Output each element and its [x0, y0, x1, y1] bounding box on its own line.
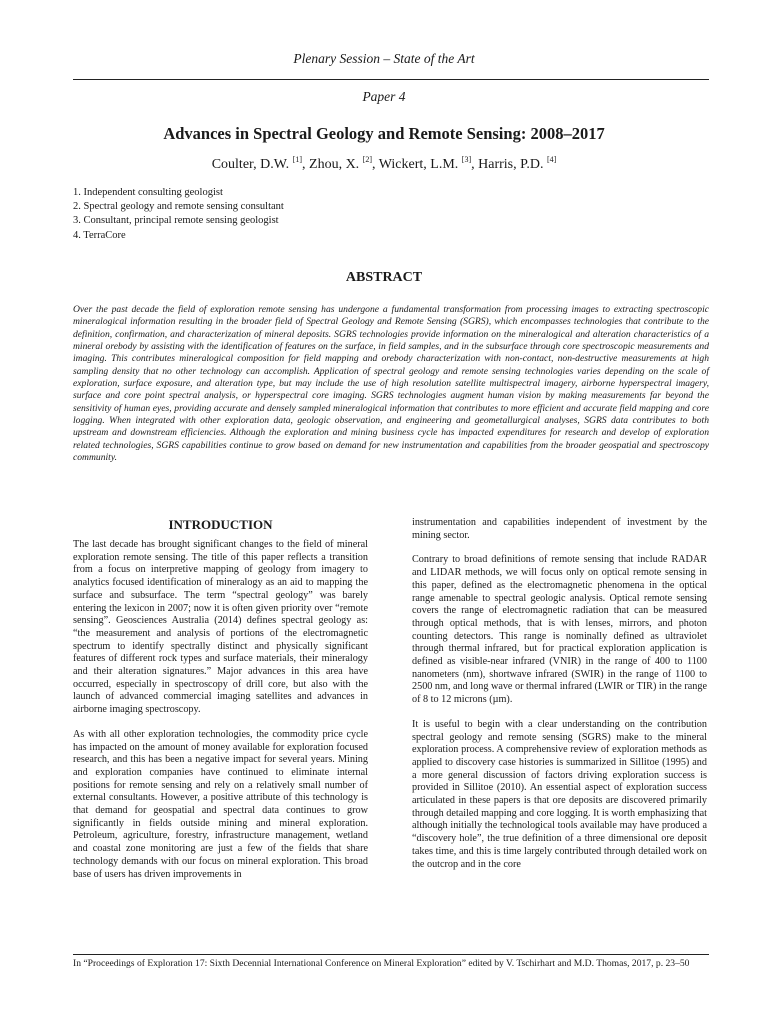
- paper-title: Advances in Spectral Geology and Remote Sensing: 2008–2017: [163, 124, 605, 143]
- author: [309, 157, 379, 172]
- author-affiliation-ref: [1]: [292, 155, 303, 164]
- affiliation-item: 2. Spectral geology and remote sensing consultant: [73, 201, 284, 213]
- body-paragraph: It is useful to begin with a clear understanding on the contribution spectral geology and remote sensing (SGRS) make to the mineral exploration process. A comprehensive review of exploration methods as applied to discovery case histories is summarized in Sillitoe (1995) and a more general discussion of factors driving exploration success is provided in Sillitoe (2010). An essential aspect of exploration success articulated in these papers is that ore deposits are discovered primarily through detailed mapping and core logging. It is worth emphasizing that although initially the technological tools available may have produced a “discovery hole”, the true definition of a three dimensional ore deposit takes time, and this is time largely contributed through detailed work on the outcrop and in the core: [412, 718, 707, 870]
- author-affiliation-ref: [2]: [362, 155, 373, 164]
- abstract-heading: ABSTRACT: [345, 270, 423, 285]
- body-paragraph: As with all other exploration technologies, the commodity price cycle has impacted on the amount of money available for exploration focused research, and this has been a negative impact for several years. Mining and exploration companies have continued to eliminate internal positions for remote sensing and rely on a relatively small number of external consultants. However, a positive attribute of this technology is that demand for geospatial and spectral data continues to grow significantly in fields outside mining and mineral exploration. Petroleum, agriculture, forestry, infrastructure management, wetland and coastal zone monitoring are just a few of the fields that share technology demands with our focus on mineral exploration. This broad base of users has driven improvements in: [73, 728, 368, 880]
- author-affiliation-ref: [3]: [461, 155, 472, 164]
- author-affiliation-ref: [4]: [546, 155, 557, 164]
- affiliation-item: 1. Independent consulting geologist: [73, 187, 223, 198]
- author: [379, 157, 478, 172]
- author-separator: ,: [302, 157, 310, 172]
- author-name: Wickert, L.M.: [378, 157, 459, 172]
- author-list: [0, 155, 768, 173]
- citation-footer: In “Proceedings of Exploration 17: Sixth Decennial International Conference on Mineral Exploration” edited by V. Tschirhart and M.D. Thomas, 2017, p. 23–50: [73, 958, 690, 969]
- abstract-text: Over the past decade the field of exploration remote sensing has undergone a fundamental transformation from processing images to extracting spectroscopic mineralogical information resulting in the broader field of Spectral Geology and Remote Sensing (SGRS), which encompasses technologies that contribute to the definition, confirmation, and characterization of mineral deposits. SGRS technologies provide information on the mineralogical and alteration characteristics of a mineral orebody by assisting with the identification of features on the surface, in field samples, and in the subsurface through core spectroscopic measurements and imaging. This contributes mineralogical composition for field mapping and orebody characterization with non-contact, non-destructive measurements at high sampling density that no other technology can accomplish. Application of spectral geology and remote sensing technologies varies depending on the scale of exploration, surface exposure, and alteration type, but may include the use of high resolution satellite multispectral imagery, airborne hyperspectral imagery, surface and core point spectral analysis, or hyperspectral core imaging. SGRS technologies augment human vision by making measurements far beyond the sensitivity of human eyes, providing accurate and densely sampled mineralogical information that contributes to more efficient and accurate field mapping and core logging. When integrated with other exploration data, geologic observation, and engineering and geometallurgical analyses, SGRS data contributes to both upstream and downstream efficiencies. Although the exploration and mining business cycle has impacted expenditures for research and develop of exploration related technologies, SGRS capabilities continue to grow based on demand for new instrumentation and capabilities from the broader geospatial and spectroscopy community.: [73, 304, 709, 464]
- left-column: [73, 517, 368, 893]
- affiliation-item: 3. Consultant, principal remote sensing geologist: [73, 215, 279, 227]
- introduction-heading: INTRODUCTION: [168, 517, 273, 532]
- author-separator: ,: [372, 157, 379, 172]
- author: [478, 157, 556, 172]
- body-paragraph: The last decade has brought significant changes to the field of mineral exploration remote sensing. The title of this paper reflects a transition from a focus on interpretive mapping of geology from imagery to analytics focused identification of mineralogy as an aid to mapping the surface and subsurface. The term “spectral geology” was barely entering the lexicon in 2007; now it is often given priority over “remote sensing”. Geosciences Australia (2014) defines spectral geology as: “the measurement and analysis of portions of the electromagnetic spectrum to identify spectrally distinct and physically significant features of different rock types and surface materials, their mineralogy and their alteration signatures.” Major advances in this area have occurred, especially in spectroscopy of drill core, but also with the launch of advanced commercial imaging satellites and advances in airborne imaging spectroscopy.: [73, 539, 368, 716]
- affiliation-item: 4. TerraCore: [73, 229, 126, 241]
- header-divider: [73, 79, 709, 80]
- paper-number: Paper 4: [362, 89, 406, 104]
- right-column: [412, 517, 707, 883]
- body-paragraph: instrumentation and capabilities independent of investment by the mining sector.: [412, 517, 707, 541]
- author-separator: ,: [471, 157, 479, 172]
- footer-divider: [73, 954, 709, 955]
- author-name: Harris, P.D.: [478, 157, 544, 172]
- body-paragraph: Contrary to broad definitions of remote sensing that include RADAR and LIDAR methods, we will focus only on optical remote sensing in this paper, defined as the electromagnetic phenomena in the optical range amenable to spectral geologic analysis. Optical remote sensing covers the range of electromagnetic radiation that can be measured through optical methods, that is with lenses, mirrors, and photon counting detectors. This range is nominally defined as ultraviolet through thermal infrared, but for practical exploration application is defined as visible-near infrared (VNIR) in the range of 400 to 1100 nanometers (nm), shortwave infrared (SWIR) in the range of 1100 to 2500 nm, and long wave or thermal infrared (LWIR or TIR) in the range of 8 to 12 microns (µm).: [412, 554, 707, 706]
- affiliation-list: [73, 186, 284, 243]
- running-head: Plenary Session – State of the Art: [293, 51, 475, 66]
- author-name: Zhou, X.: [309, 157, 360, 172]
- author: [212, 157, 309, 172]
- author-name: Coulter, D.W.: [211, 157, 290, 172]
